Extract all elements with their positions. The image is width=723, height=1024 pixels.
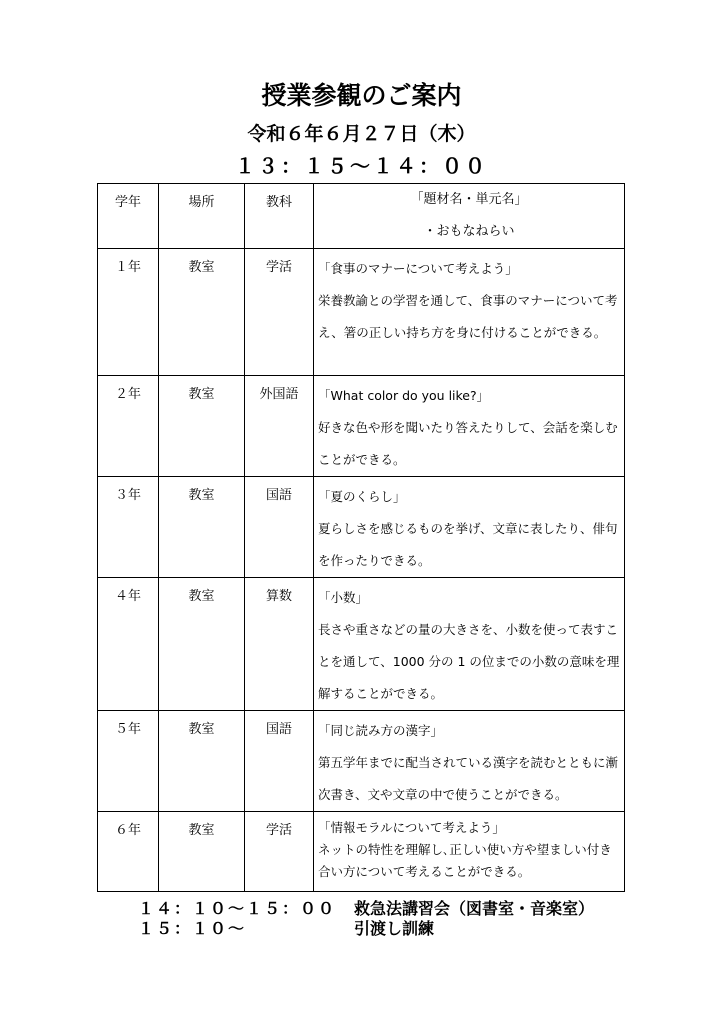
row-topic: 「What color do you like?」 [318, 388, 490, 403]
table-header-row [98, 184, 625, 249]
row-aim: 長さや重さなどの量の大きさを、小数を使って表すことを通して、1000 分の 1 の位までの小数の意味を理解することができる。 [318, 622, 620, 701]
event-date: 令和６年６月２７日（木） [247, 123, 476, 145]
table-row [98, 711, 625, 812]
footer-time: １４：１０～１５：００ [138, 899, 337, 918]
row-content [314, 812, 625, 892]
row-grade: １年 [98, 249, 159, 376]
table-row [98, 477, 625, 578]
row-content [314, 376, 625, 477]
row-grade: ６年 [98, 812, 159, 892]
row-place: 教室 [159, 578, 245, 711]
event-time: １３：１５～１４：００ [235, 154, 488, 178]
row-place: 教室 [159, 812, 245, 892]
table-row [98, 376, 625, 477]
footer-line [138, 898, 594, 920]
row-grade: ２年 [98, 376, 159, 477]
row-content [314, 711, 625, 812]
table-row [98, 812, 625, 892]
row-aim: 栄養教諭との学習を通して、食事のマナーについて考え、箸の正しい持ち方を身に付けることができる。 [318, 293, 618, 340]
row-place: 教室 [159, 711, 245, 812]
header-subject: 教科 [245, 184, 314, 249]
footer-time: １５：１０～ [138, 919, 247, 938]
table-row [98, 249, 625, 376]
row-subject: 学活 [245, 249, 314, 376]
footer-event: 引渡し訓練 [354, 919, 435, 938]
row-grade: ３年 [98, 477, 159, 578]
row-subject: 算数 [245, 578, 314, 711]
row-aim: 夏らしさを感じるものを挙げ、文章に表したり、俳句を作ったりできる。 [318, 521, 618, 568]
header-place: 場所 [159, 184, 245, 249]
header-content-line2: ・おもなねらい [423, 224, 515, 239]
row-place: 教室 [159, 477, 245, 578]
row-content [314, 477, 625, 578]
row-place: 教室 [159, 376, 245, 477]
row-content [314, 578, 625, 711]
row-content [314, 249, 625, 376]
row-subject: 外国語 [245, 376, 314, 477]
page-title: 授業参観のご案内 [261, 81, 462, 110]
row-subject: 学活 [245, 812, 314, 892]
footer-event: 救急法講習会（図書室・音楽室） [354, 899, 595, 918]
row-aim: ネットの特性を理解し､正しい使い方や望ましい付き合い方について考えることができる。 [318, 842, 612, 879]
header-content-line1: 「題材名・単元名」 [410, 192, 528, 207]
schedule-table [97, 183, 625, 892]
footer-line [138, 918, 434, 940]
row-topic: 「夏のくらし」 [318, 489, 406, 504]
row-subject: 国語 [245, 711, 314, 812]
row-topic: 「同じ読み方の漢字」 [318, 723, 444, 738]
header-content [314, 184, 625, 249]
row-aim: 好きな色や形を聞いたり答えたりして、会話を楽しむことができる。 [318, 420, 618, 467]
header-grade: 学年 [98, 184, 159, 249]
row-place: 教室 [159, 249, 245, 376]
row-aim: 第五学年までに配当されている漢字を読むとともに漸次書き、文や文章の中で使うことができる。 [318, 755, 619, 802]
row-topic: 「情報モラルについて考えよう」 [318, 820, 505, 835]
row-topic: 「小数」 [318, 590, 369, 605]
row-grade: ４年 [98, 578, 159, 711]
table-row [98, 578, 625, 711]
row-subject: 国語 [245, 477, 314, 578]
row-topic: 「食事のマナーについて考えよう」 [318, 261, 518, 276]
row-grade: ５年 [98, 711, 159, 812]
